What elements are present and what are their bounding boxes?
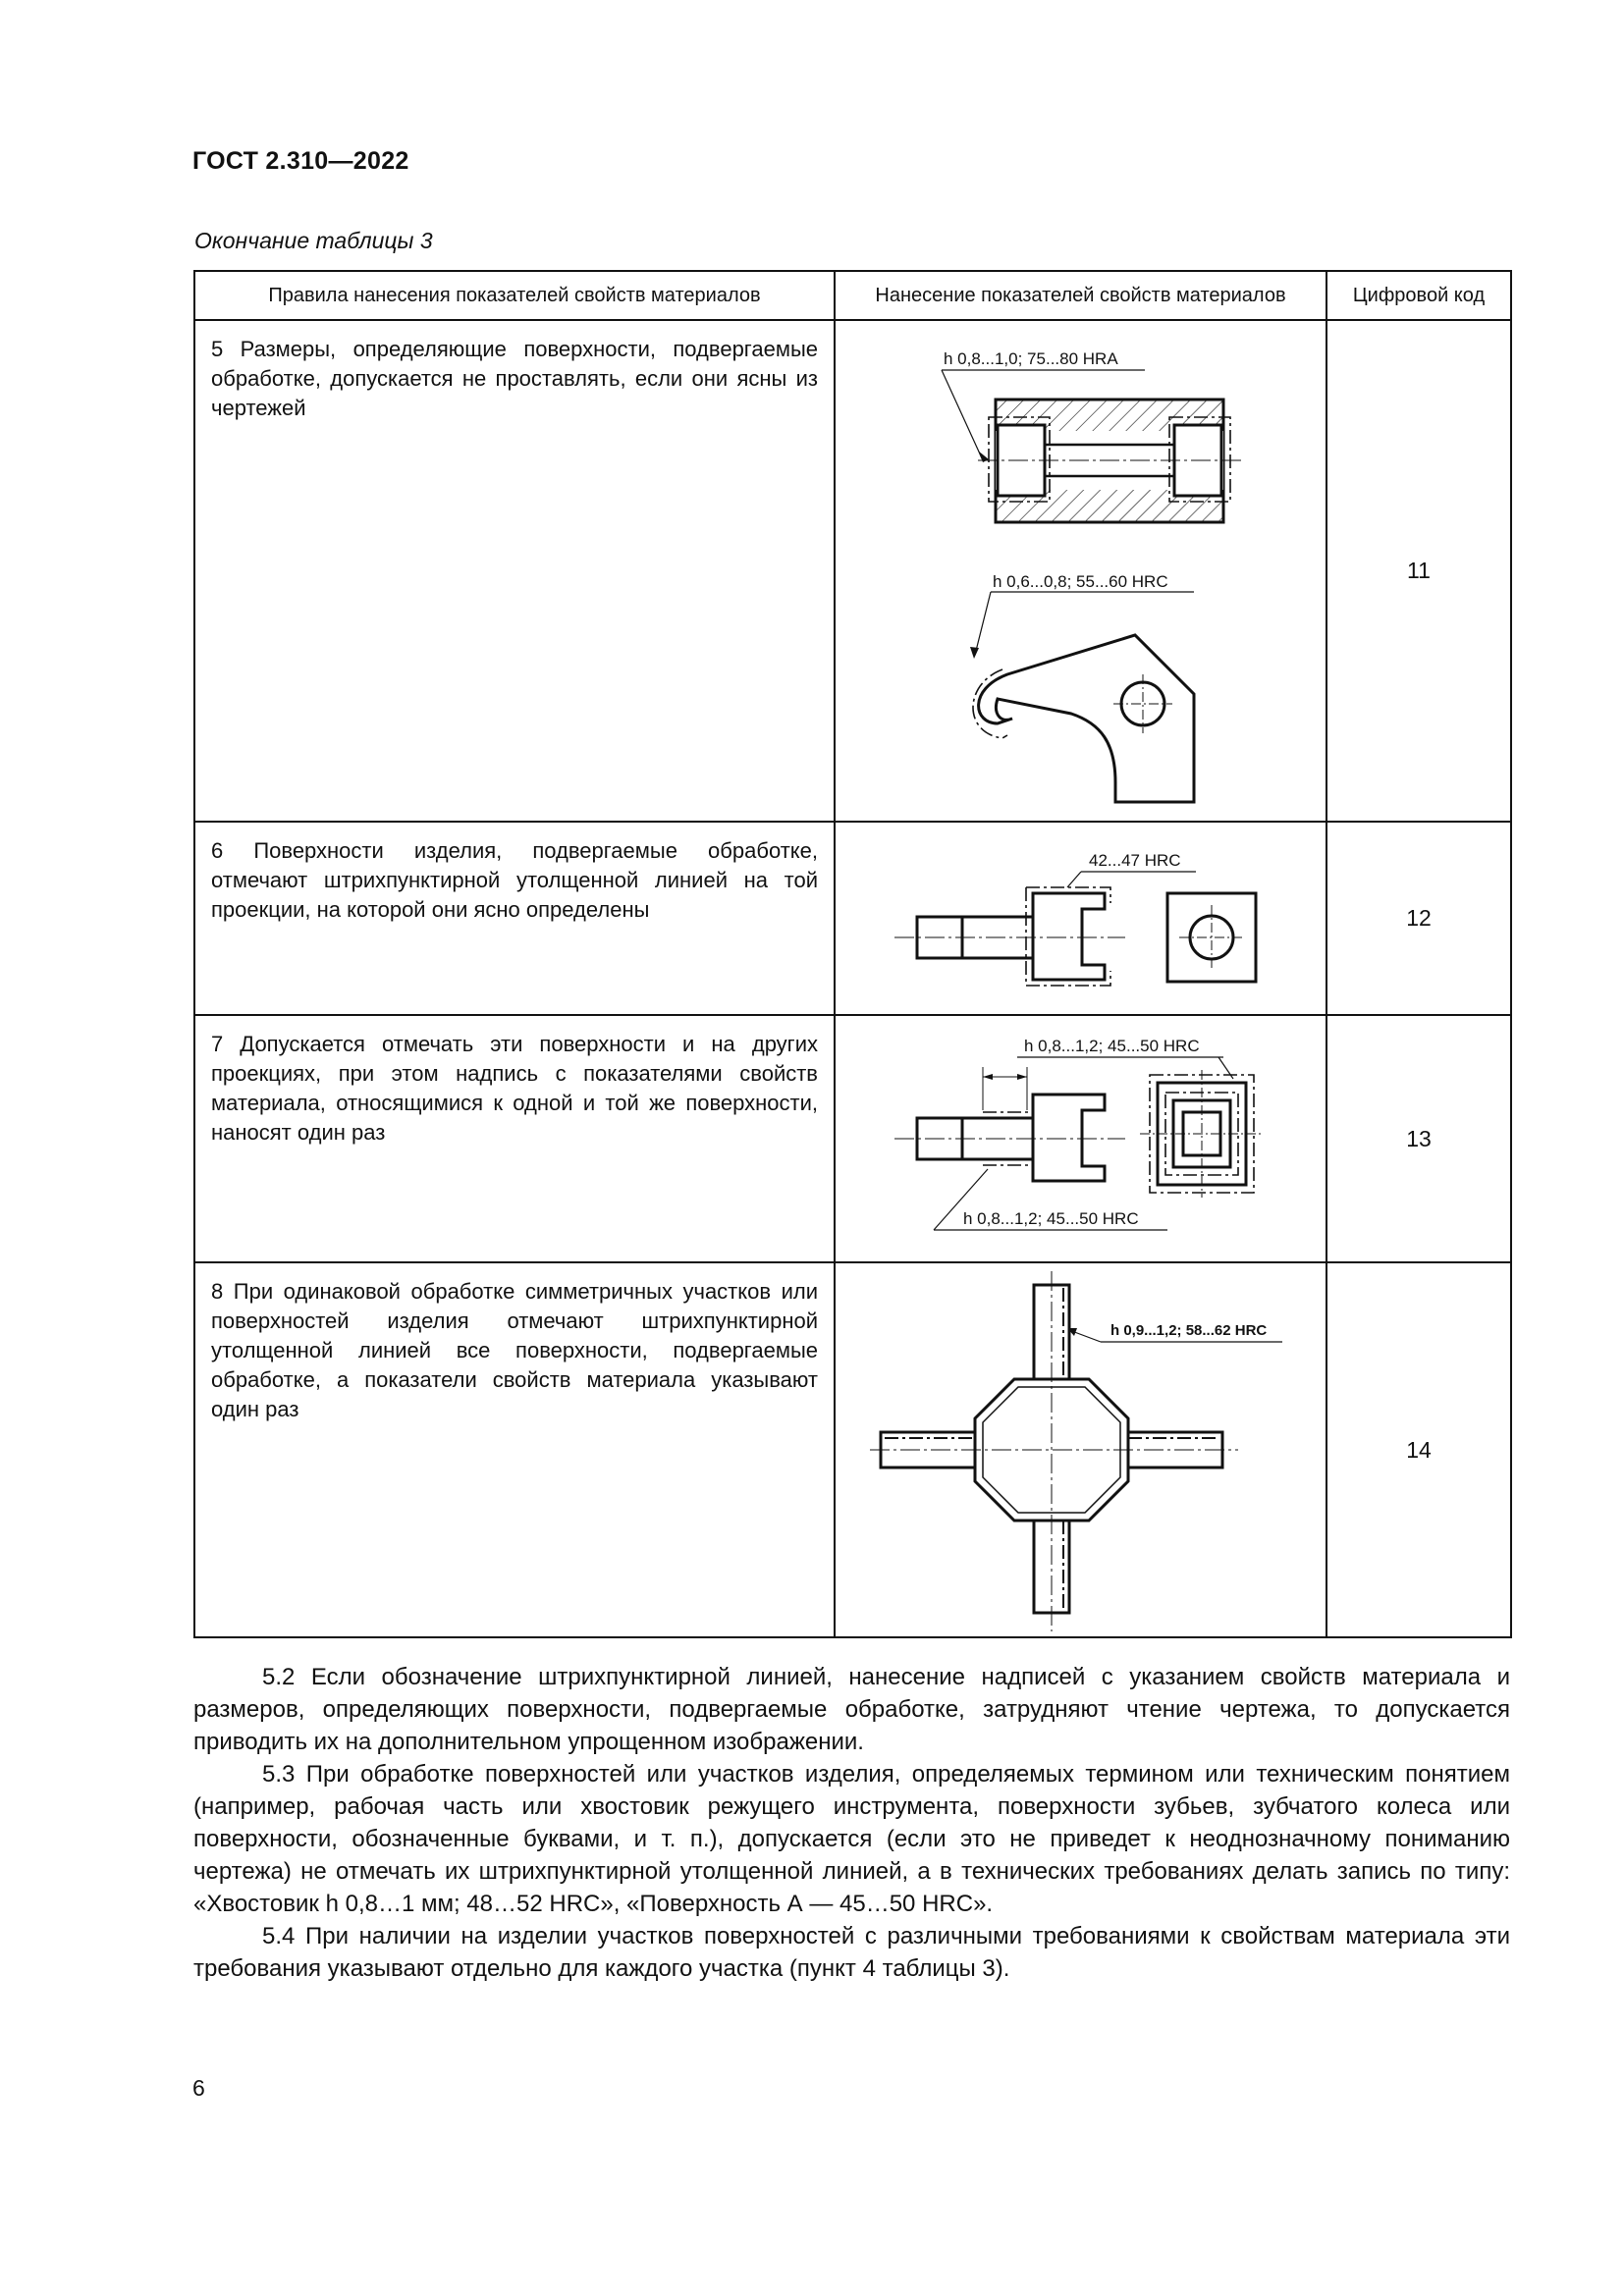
table-row bbox=[194, 320, 1511, 822]
technical-drawing bbox=[836, 823, 1326, 1014]
drawing-cell bbox=[835, 822, 1326, 1015]
drawing-label: h 0,9...1,2; 58...62 HRC bbox=[1110, 1322, 1268, 1339]
drawing-label: h 0,8...1,2; 45...50 HRC bbox=[963, 1209, 1139, 1228]
paragraph: 5.2 Если обозначение штрихпунктирной линией, нанесение надписей с указанием свойств материала и размеров, определяющих поверхности, подвергаемые обработке, затрудняют чтение чертежа, то допускается приводить их на дополнительном упрощенном изображении. bbox=[193, 1664, 1510, 1755]
drawing-cell bbox=[835, 1015, 1326, 1262]
technical-drawing bbox=[836, 321, 1326, 821]
technical-drawing bbox=[836, 1016, 1326, 1261]
document-header: ГОСТ 2.310—2022 bbox=[192, 147, 409, 175]
body-text bbox=[193, 1661, 1510, 1985]
column-header: Правила нанесения показателей свойств материалов bbox=[194, 271, 835, 320]
column-header: Нанесение показателей свойств материалов bbox=[835, 271, 1326, 320]
drawing-label: 42...47 HRC bbox=[1089, 851, 1181, 870]
table-row bbox=[194, 822, 1511, 1015]
table-row bbox=[194, 1015, 1511, 1262]
drawing-cell bbox=[835, 1262, 1326, 1637]
rule-text: 5 Размеры, определяющие поверхности, подвергаемые обработке, допускается не проставлять, если они ясны из чертежей bbox=[194, 320, 835, 822]
column-header: Цифровой код bbox=[1326, 271, 1511, 320]
paragraph: 5.3 При обработке поверхностей или участков изделия, определяемых термином или техническим понятием (например, рабочая часть или хвостовик режущего инструмента, поверхности зубьев, зубчатого колеса или поверхности, обозначенные буквами, и т. п.), допускается (если это не приведет к неоднозначному пониманию чертежа) не отмечать их штрихпунктирной утолщенной линией, а в технических требованиях делать запись по типу: «Хвостовик h 0,8…1 мм; 48…52 HRC», «Поверхность А — 45…50 HRC». bbox=[193, 1761, 1510, 1917]
digital-code: 13 bbox=[1326, 1015, 1511, 1262]
drawing-label: h 0,8...1,2; 45...50 HRC bbox=[1024, 1037, 1200, 1055]
drawing-cell bbox=[835, 320, 1326, 822]
table-header-row bbox=[194, 271, 1511, 320]
drawing-label: h 0,8...1,0; 75...80 HRA bbox=[944, 349, 1118, 368]
digital-code: 12 bbox=[1326, 822, 1511, 1015]
rule-text: 7 Допускается отмечать эти поверхности и на других проекциях, при этом надпись с показателями свойств материала, относящимися к одной и той же поверхности, наносят один раз bbox=[194, 1015, 835, 1262]
properties-table bbox=[193, 270, 1512, 1638]
table-caption: Окончание таблицы 3 bbox=[194, 228, 433, 253]
table-row bbox=[194, 1262, 1511, 1637]
page-number: 6 bbox=[192, 2075, 205, 2101]
paragraph: 5.4 При наличии на изделии участков поверхностей с различными требованиями к свойствам материала эти требования указывают отдельно для каждого участка (пункт 4 таблицы 3). bbox=[193, 1923, 1510, 1982]
rule-text: 6 Поверхности изделия, подвергаемые обработке, отмечают штрихпунктирной утолщенной линией на той проекции, на которой они ясно определены bbox=[194, 822, 835, 1015]
digital-code: 11 bbox=[1326, 320, 1511, 822]
rule-text: 8 При одинаковой обработке симметричных участков или поверхностей изделия отмечают штрихпунктирной утолщенной линией все поверхности, подвергаемые обработке, а показатели свойств материала указывают один раз bbox=[194, 1262, 835, 1637]
technical-drawing bbox=[836, 1263, 1326, 1636]
digital-code: 14 bbox=[1326, 1262, 1511, 1637]
drawing-label: h 0,6...0,8; 55...60 HRC bbox=[993, 572, 1168, 591]
